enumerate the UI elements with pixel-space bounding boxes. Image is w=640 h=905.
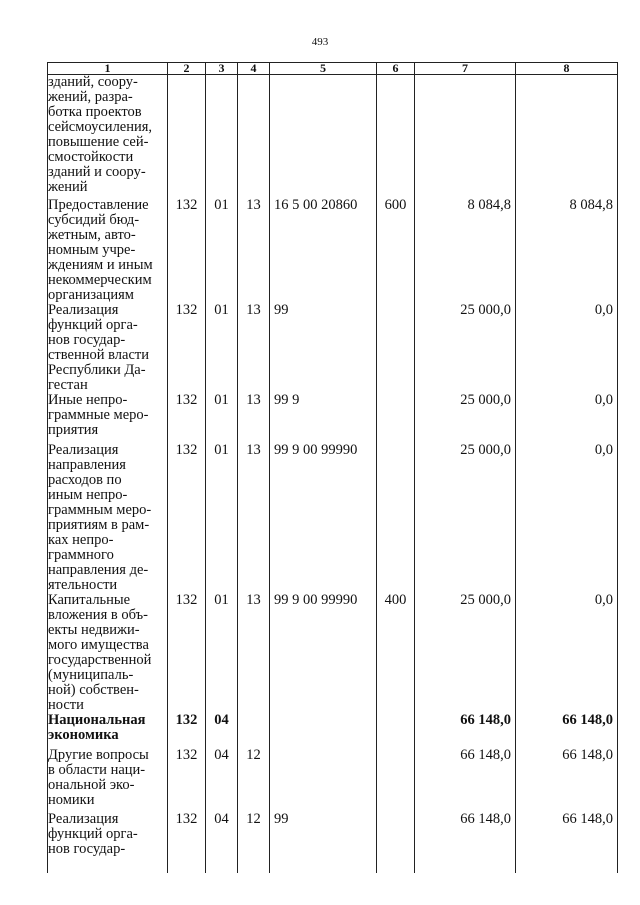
row-name: Другие вопросы в области наци- ональной эко- номики [48, 748, 168, 812]
row-section-code: 01 [206, 443, 238, 593]
row-amount-1: 66 148,0 [415, 713, 516, 748]
row-expense-type [377, 75, 415, 199]
row-subsection-code [238, 75, 270, 199]
row-amount-1 [415, 75, 516, 199]
header-row [48, 63, 618, 75]
row-ministry-code: 132 [168, 713, 206, 748]
row-amount-2: 8 084,8 [516, 198, 618, 303]
row-amount-2: 0,0 [516, 443, 618, 593]
row-amount-2: 66 148,0 [516, 713, 618, 748]
column-header: 7 [415, 63, 516, 75]
table-row [48, 593, 618, 713]
row-subsection-code: 12 [238, 812, 270, 873]
row-amount-2: 0,0 [516, 393, 618, 443]
row-name: Реализация направления расходов по иным непро- граммным меро- приятиям в рам- ках непро- граммного направления де- ятельности [48, 443, 168, 593]
row-subsection-code: 13 [238, 443, 270, 593]
row-section-code: 01 [206, 198, 238, 303]
column-header: 4 [238, 63, 270, 75]
row-target-code: 99 9 00 99990 [270, 443, 377, 593]
row-amount-2: 0,0 [516, 303, 618, 393]
row-expense-type [377, 443, 415, 593]
row-amount-1: 25 000,0 [415, 443, 516, 593]
row-ministry-code: 132 [168, 393, 206, 443]
row-section-code: 01 [206, 593, 238, 713]
row-subsection-code: 13 [238, 198, 270, 303]
row-subsection-code: 13 [238, 393, 270, 443]
row-name: Реализация функций орга- нов государ- ственной власти Республики Да- гестан [48, 303, 168, 393]
row-section-code: 04 [206, 812, 238, 873]
row-target-code: 99 [270, 303, 377, 393]
row-expense-type [377, 713, 415, 748]
row-amount-2: 66 148,0 [516, 812, 618, 873]
row-subsection-code: 13 [238, 593, 270, 713]
row-target-code [270, 75, 377, 199]
row-name: зданий, соору- жений, разра- ботка проектов сейсмоусиления, повышение сей- смостойкости зданий и соору- жений [48, 75, 168, 199]
row-subsection-code: 13 [238, 303, 270, 393]
row-ministry-code: 132 [168, 593, 206, 713]
row-amount-1: 66 148,0 [415, 748, 516, 812]
row-section-code [206, 75, 238, 199]
table-row [48, 198, 618, 303]
row-amount-1: 25 000,0 [415, 393, 516, 443]
row-subsection-code: 12 [238, 748, 270, 812]
table-row [48, 812, 618, 873]
row-amount-1: 66 148,0 [415, 812, 516, 873]
row-amount-1: 25 000,0 [415, 593, 516, 713]
table-row [48, 748, 618, 812]
table-row [48, 713, 618, 748]
row-name: Иные непро- граммные меро- приятия [48, 393, 168, 443]
row-expense-type [377, 748, 415, 812]
row-target-code: 16 5 00 20860 [270, 198, 377, 303]
row-target-code: 99 9 [270, 393, 377, 443]
row-target-code [270, 748, 377, 812]
row-amount-1: 25 000,0 [415, 303, 516, 393]
row-name: Капитальные вложения в объ- екты недвижи- мого имущества государственной (муниципаль- ной) собствен- ности [48, 593, 168, 713]
row-ministry-code: 132 [168, 443, 206, 593]
column-header: 1 [48, 63, 168, 75]
column-header: 5 [270, 63, 377, 75]
row-target-code [270, 713, 377, 748]
row-expense-type: 600 [377, 198, 415, 303]
row-target-code: 99 9 00 99990 [270, 593, 377, 713]
table-row [48, 303, 618, 393]
row-ministry-code: 132 [168, 748, 206, 812]
row-name: Предоставление субсидий бюд- жетным, авто- номным учре- ждениям и иным некоммерческим организациям [48, 198, 168, 303]
table-row [48, 443, 618, 593]
row-ministry-code: 132 [168, 812, 206, 873]
page-number: 493 [311, 36, 329, 48]
table-row [48, 393, 618, 443]
row-target-code: 99 [270, 812, 377, 873]
budget-table [47, 62, 618, 873]
row-ministry-code: 132 [168, 303, 206, 393]
row-section-code: 01 [206, 393, 238, 443]
row-expense-type [377, 812, 415, 873]
row-amount-2 [516, 75, 618, 199]
row-section-code: 04 [206, 748, 238, 812]
column-header: 3 [206, 63, 238, 75]
row-expense-type: 400 [377, 593, 415, 713]
row-amount-2: 0,0 [516, 593, 618, 713]
row-expense-type [377, 393, 415, 443]
row-section-code: 04 [206, 713, 238, 748]
table-row [48, 75, 618, 199]
row-name: Национальная экономика [48, 713, 168, 748]
row-ministry-code: 132 [168, 198, 206, 303]
column-header: 2 [168, 63, 206, 75]
column-header: 8 [516, 63, 618, 75]
row-ministry-code [168, 75, 206, 199]
row-name: Реализация функций орга- нов государ- [48, 812, 168, 873]
row-expense-type [377, 303, 415, 393]
column-header: 6 [377, 63, 415, 75]
row-amount-2: 66 148,0 [516, 748, 618, 812]
row-subsection-code [238, 713, 270, 748]
row-section-code: 01 [206, 303, 238, 393]
row-amount-1: 8 084,8 [415, 198, 516, 303]
